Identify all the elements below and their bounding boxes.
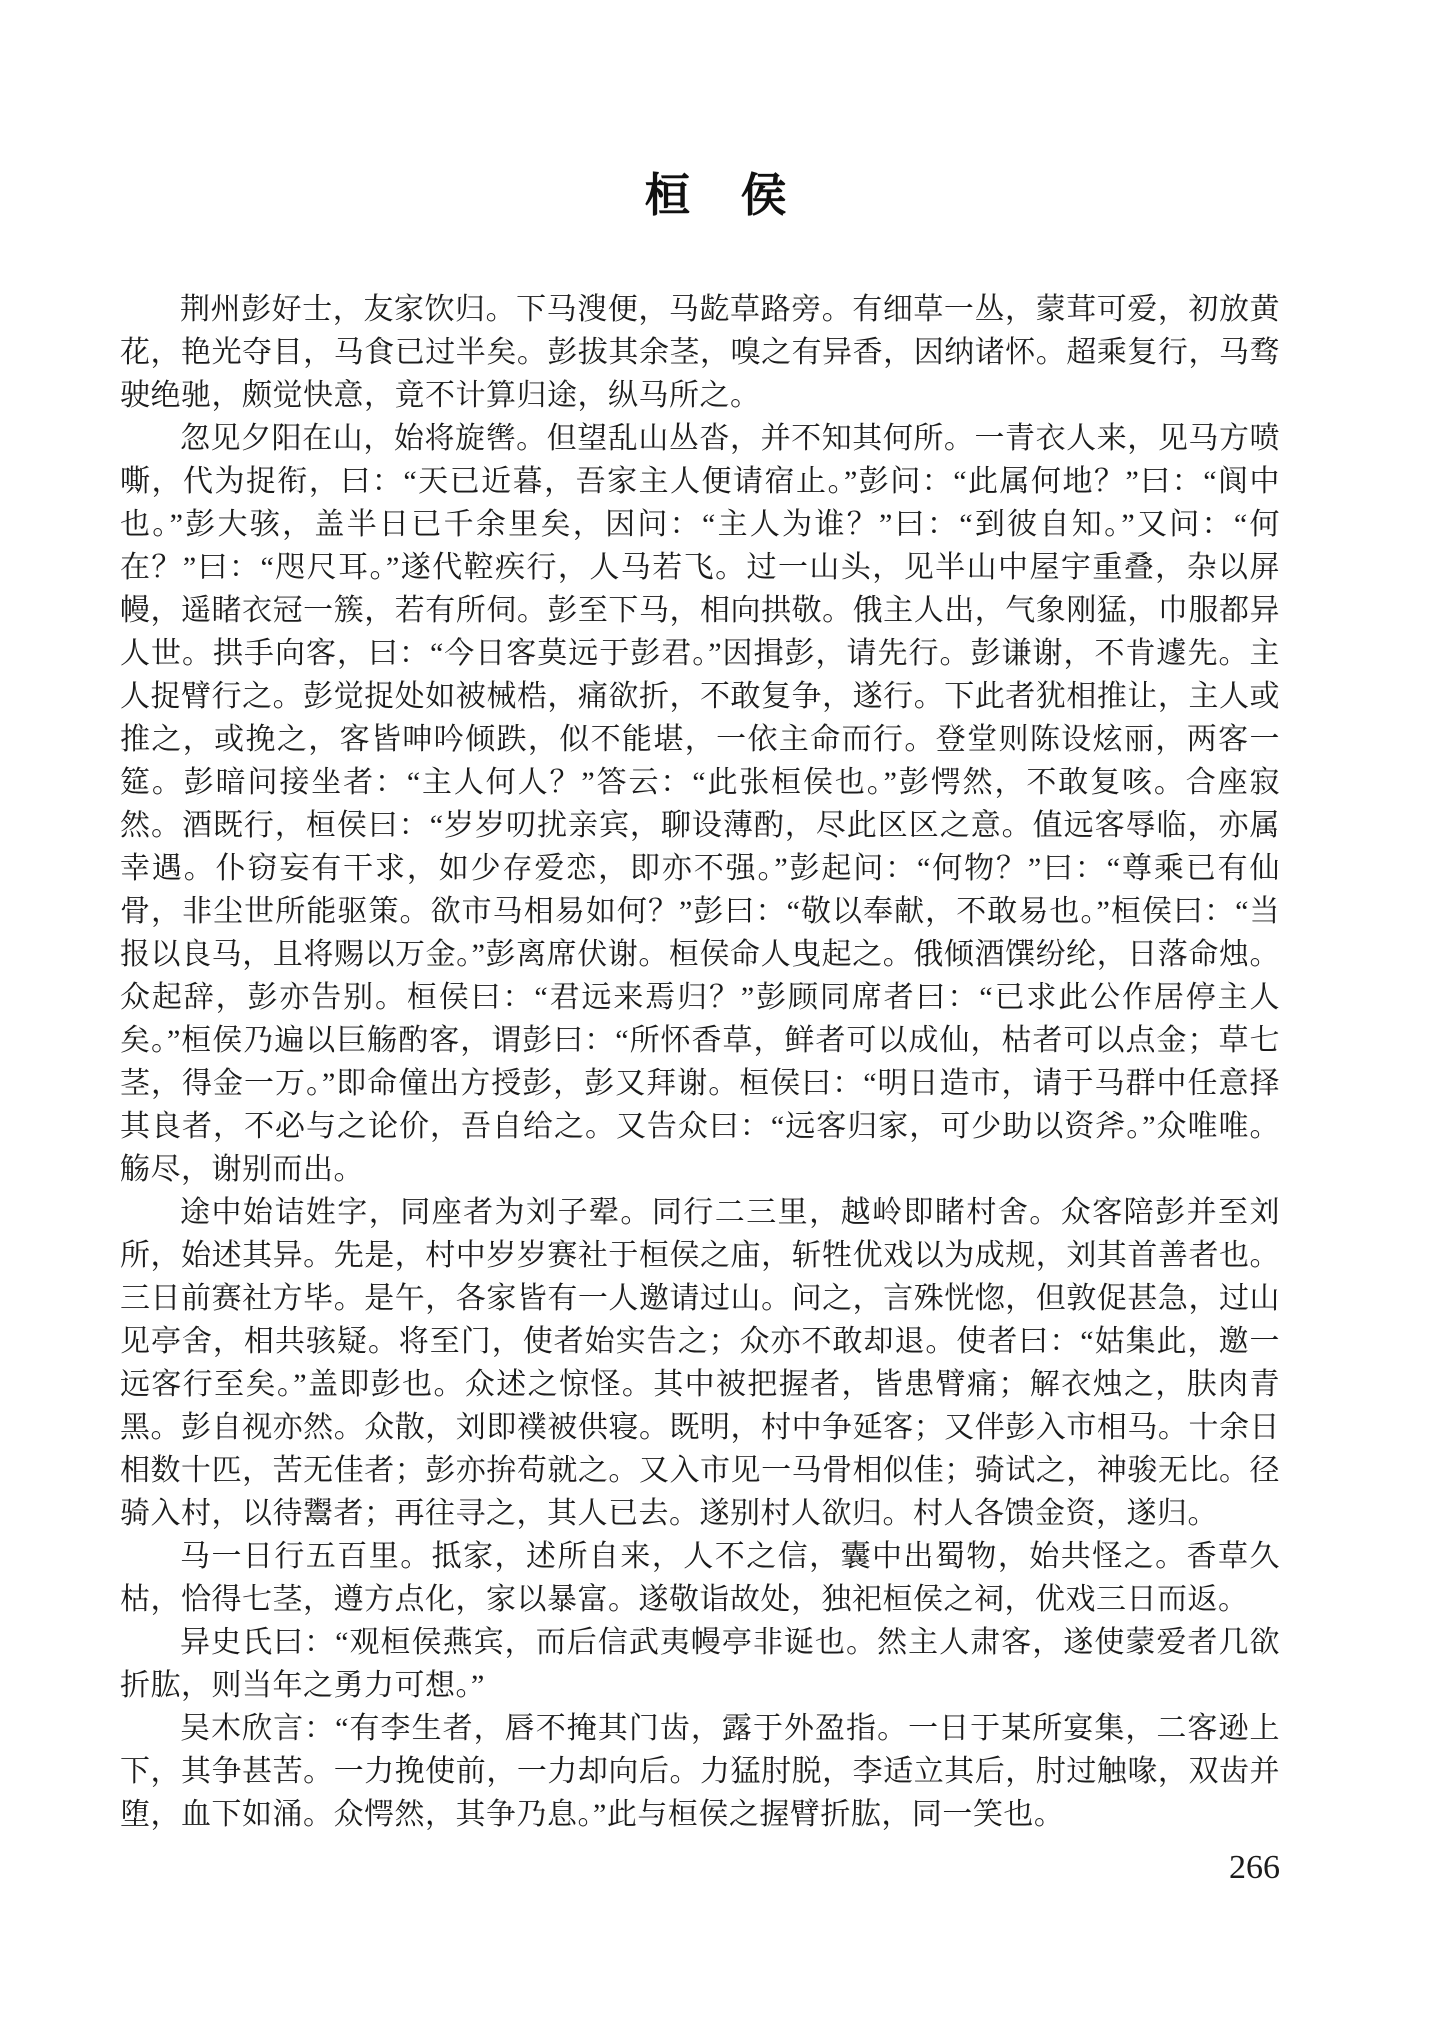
page-number: 266 [1229, 1849, 1280, 1886]
paragraph: 吴木欣言：“有李生者，唇不掩其门齿，露于外盈指。一日于某所宴集，二客逊上下，其争甚苦。一力挽使前，一力却向后。力猛肘脱，李适立其后，肘过触喙，双齿并堕，血下如涌。众愕然，其争乃息。”此与桓侯之握臂折肱，同一笑也。 [120, 1712, 1280, 1831]
paragraph: 途中始诘姓字，同座者为刘子翚。同行二三里，越岭即睹村舍。众客陪彭并至刘所，始述其异。先是，村中岁岁赛社于桓侯之庙，斩牲优戏以为成规，刘其首善者也。三日前赛社方毕。是午，各家皆有一人邀请过山。问之，言殊恍惚，但敦促甚急，过山见亭舍，相共骇疑。将至门，使者始实告之；众亦不敢却退。使者曰：“姑集此，邀一远客行至矣。”盖即彭也。众述之惊怪。其中被把握者，皆患臂痛；解衣烛之，肤肉青黑。彭自视亦然。众散，刘即襆被供寝。既明，村中争延客；又伴彭入市相马。十余日相数十匹，苦无佳者；彭亦拚苟就之。又入市见一马骨相似佳；骑试之，神骏无比。径骑入村，以待鬻者；再往寻之，其人已去。遂别村人欲归。村人各馈金资，遂归。 [120, 1196, 1280, 1530]
page-title: 桓 侯 [644, 169, 789, 221]
paragraph: 忽见夕阳在山，始将旋辔。但望乱山丛沓，并不知其何所。一青衣人来，见马方喷嘶，代为捉衔，曰：“天已近暮，吾家主人便请宿止。”彭问：“此属何地？”曰：“阆中也。”彭大骇，盖半日已千余里矣，因问：“主人为谁？”曰：“到彼自知。”又问：“何在？”曰：“咫尺耳。”遂代鞚疾行，人马若飞。过一山头，见半山中屋宇重叠，杂以屏幔，遥睹衣冠一簇，若有所伺。彭至下马，相向拱敬。俄主人出，气象刚猛，巾服都异人世。拱手向客，曰：“今日客莫远于彭君。”因揖彭，请先行。彭谦谢，不肯遽先。主人捉臂行之。彭觉捉处如被械梏，痛欲折，不敢复争，遂行。下此者犹相推让，主人或推之，或挽之，客皆呻吟倾跌，似不能堪，一依主命而行。登堂则陈设炫丽，两客一筵。彭暗问接坐者：“主人何人？”答云：“此张桓侯也。”彭愕然，不敢复咳。合座寂然。酒既行，桓侯曰：“岁岁叨扰亲宾，聊设薄酌，尽此区区之意。值远客辱临，亦属幸遇。仆窃妄有干求，如少存爱恋，即亦不强。”彭起问：“何物？”曰：“尊乘已有仙骨，非尘世所能驱策。欲市马相易如何？”彭曰：“敬以奉献，不敢易也。”桓侯曰：“当报以良马，且将赐以万金。”彭离席伏谢。桓侯命人曳起之。俄倾酒馔纷纶，日落命烛。众起辞，彭亦告别。桓侯曰：“君远来焉归？”彭顾同席者曰：“已求此公作居停主人矣。”桓侯乃遍以巨觞酌客，谓彭曰：“所怀香草，鲜者可以成仙，枯者可以点金；草七茎，得金一万。”即命僮出方授彭，彭又拜谢。桓侯曰：“明日造市，请于马群中任意择其良者，不必与之论价，吾自给之。又告众曰：“远客归家，可少助以资斧。”众唯唯。觞尽，谢别而出。 [120, 422, 1280, 1186]
paragraph: 异史氏曰：“观桓侯燕宾，而后信武夷幔亭非诞也。然主人肃客，遂使蒙爱者几欲折肱，则当年之勇力可想。” [120, 1626, 1280, 1702]
paragraph: 荆州彭好士，友家饮归。下马溲便，马龁草路旁。有细草一丛，蒙茸可爱，初放黄花，艳光夺目，马食已过半矣。彭拔其余茎，嗅之有异香，因纳诸怀。超乘复行，马骛驶绝驰，颇觉快意，竟不计算归途，纵马所之。 [120, 293, 1280, 412]
paragraph: 马一日行五百里。抵家，述所自来，人不之信，囊中出蜀物，始共怪之。香草久枯，恰得七茎，遵方点化，家以暴富。遂敬诣故处，独祀桓侯之祠，优戏三日而返。 [120, 1540, 1280, 1616]
story-body [120, 288, 1280, 1836]
